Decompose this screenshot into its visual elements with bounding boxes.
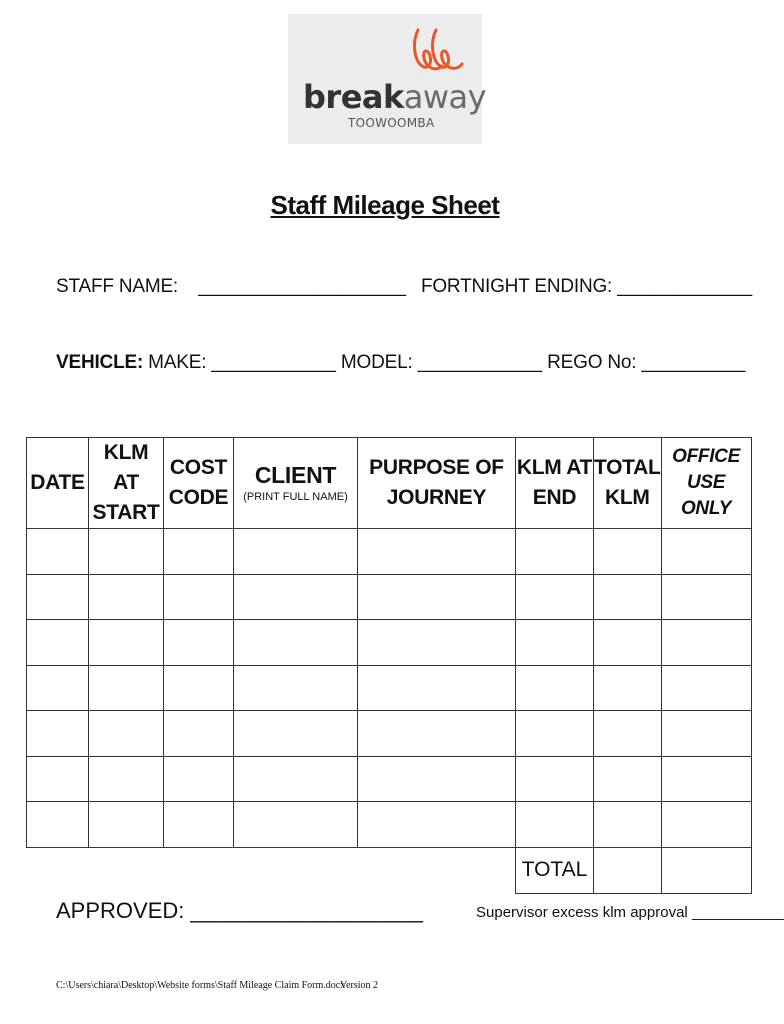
cell-cost-code[interactable] [164, 756, 234, 802]
cell-client[interactable] [234, 711, 358, 757]
cell-klm-end[interactable] [516, 529, 594, 575]
cell-client[interactable] [234, 665, 358, 711]
cell-klm-start[interactable] [89, 665, 164, 711]
total-klm-cell[interactable] [594, 847, 662, 893]
cell-date[interactable] [27, 802, 89, 848]
header-purpose: PURPOSE OF JOURNEY [358, 438, 516, 529]
cell-office-use[interactable] [661, 574, 751, 620]
header-cost-code: COST CODE [164, 438, 234, 529]
cell-date[interactable] [27, 665, 89, 711]
table-total-row [27, 847, 752, 893]
footer-file-path: C:\Users\chiara\Desktop\Website forms\Staff Mileage Claim Form.docx [56, 980, 346, 991]
cell-klm-start[interactable] [89, 529, 164, 575]
fortnight-ending-label: FORTNIGHT ENDING: [420, 276, 613, 297]
cell-client[interactable] [234, 802, 358, 848]
page-title: Staff Mileage Sheet [270, 190, 500, 220]
cell-klm-end[interactable] [516, 620, 594, 666]
cell-total-klm[interactable] [594, 574, 662, 620]
table-header-row [27, 438, 752, 529]
table-row [27, 756, 752, 802]
model-field[interactable]: ____________ [417, 352, 543, 373]
cell-client[interactable] [234, 529, 358, 575]
cell-date[interactable] [27, 529, 89, 575]
cell-office-use[interactable] [661, 620, 751, 666]
cell-total-klm[interactable] [594, 802, 662, 848]
cell-client[interactable] [234, 574, 358, 620]
cell-total-klm[interactable] [594, 711, 662, 757]
cell-cost-code[interactable] [164, 529, 234, 575]
rego-label: REGO No: [547, 352, 637, 373]
cell-klm-start[interactable] [89, 756, 164, 802]
cell-office-use[interactable] [661, 756, 751, 802]
table-body [27, 529, 752, 848]
cell-total-klm[interactable] [594, 620, 662, 666]
make-label: MAKE: [148, 352, 207, 373]
model-label: MODEL: [340, 352, 413, 373]
table-row [27, 802, 752, 848]
cell-klm-start[interactable] [89, 620, 164, 666]
cell-klm-start[interactable] [89, 802, 164, 848]
staff-name-field[interactable]: ____________________ [198, 276, 406, 297]
footer-version: Version 2 [340, 980, 379, 991]
cell-cost-code[interactable] [164, 620, 234, 666]
staff-name-label: STAFF NAME: [56, 276, 179, 297]
cell-date[interactable] [27, 756, 89, 802]
cell-cost-code[interactable] [164, 802, 234, 848]
rego-field[interactable]: __________ [641, 352, 746, 373]
header-klm-start: KLM AT START [89, 438, 164, 529]
cell-klm-start[interactable] [89, 711, 164, 757]
cell-klm-end[interactable] [516, 756, 594, 802]
logo-subtitle: TOOWOOMBA [348, 116, 435, 130]
cell-klm-end[interactable] [516, 802, 594, 848]
cell-cost-code[interactable] [164, 574, 234, 620]
mileage-table [26, 437, 752, 894]
cell-client[interactable] [234, 620, 358, 666]
cell-purpose[interactable] [358, 756, 516, 802]
cell-office-use[interactable] [661, 529, 751, 575]
cell-office-use[interactable] [661, 802, 751, 848]
supervisor-line [476, 904, 784, 921]
vehicle-line [56, 352, 745, 374]
logo-mark-icon [410, 26, 466, 78]
total-label: TOTAL [516, 847, 594, 893]
table-row [27, 620, 752, 666]
cell-purpose[interactable] [358, 620, 516, 666]
breakaway-logo [288, 14, 487, 144]
cell-purpose[interactable] [358, 665, 516, 711]
cell-klm-end[interactable] [516, 711, 594, 757]
header-total-klm: TOTAL KLM [594, 438, 662, 529]
approved-label: APPROVED: [56, 898, 185, 923]
total-row-spacer [27, 847, 516, 893]
cell-total-klm[interactable] [594, 756, 662, 802]
supervisor-label: Supervisor excess klm approval [476, 904, 688, 921]
logo-wordmark: breakaway [303, 78, 487, 116]
cell-total-klm[interactable] [594, 665, 662, 711]
header-client: CLIENT (PRINT FULL NAME) [234, 438, 358, 529]
header-office-use: OFFICE USE ONLY [661, 438, 751, 529]
cell-cost-code[interactable] [164, 665, 234, 711]
approved-field[interactable]: ___________________ [190, 898, 423, 923]
cell-office-use[interactable] [661, 711, 751, 757]
table-row [27, 711, 752, 757]
header-date: DATE [27, 438, 89, 529]
cell-client[interactable] [234, 756, 358, 802]
approved-line [56, 898, 423, 924]
client-subheader: (PRINT FULL NAME) [243, 491, 348, 503]
cell-total-klm[interactable] [594, 529, 662, 575]
staff-name-line [56, 276, 752, 298]
header-klm-end: KLM AT END [516, 438, 594, 529]
cell-office-use[interactable] [661, 665, 751, 711]
cell-klm-end[interactable] [516, 665, 594, 711]
total-office-cell[interactable] [661, 847, 751, 893]
cell-date[interactable] [27, 711, 89, 757]
fortnight-ending-field[interactable]: _____________ [617, 276, 752, 297]
make-field[interactable]: ____________ [211, 352, 336, 373]
table-row [27, 665, 752, 711]
cell-purpose[interactable] [358, 529, 516, 575]
cell-purpose[interactable] [358, 802, 516, 848]
vehicle-label: VEHICLE: [56, 352, 144, 373]
cell-date[interactable] [27, 574, 89, 620]
cell-purpose[interactable] [358, 574, 516, 620]
cell-date[interactable] [27, 620, 89, 666]
cell-klm-end[interactable] [516, 574, 594, 620]
table-row [27, 529, 752, 575]
supervisor-field[interactable]: ___________ [691, 904, 784, 921]
cell-cost-code[interactable] [164, 711, 234, 757]
cell-purpose[interactable] [358, 711, 516, 757]
cell-klm-start[interactable] [89, 574, 164, 620]
table-row [27, 574, 752, 620]
